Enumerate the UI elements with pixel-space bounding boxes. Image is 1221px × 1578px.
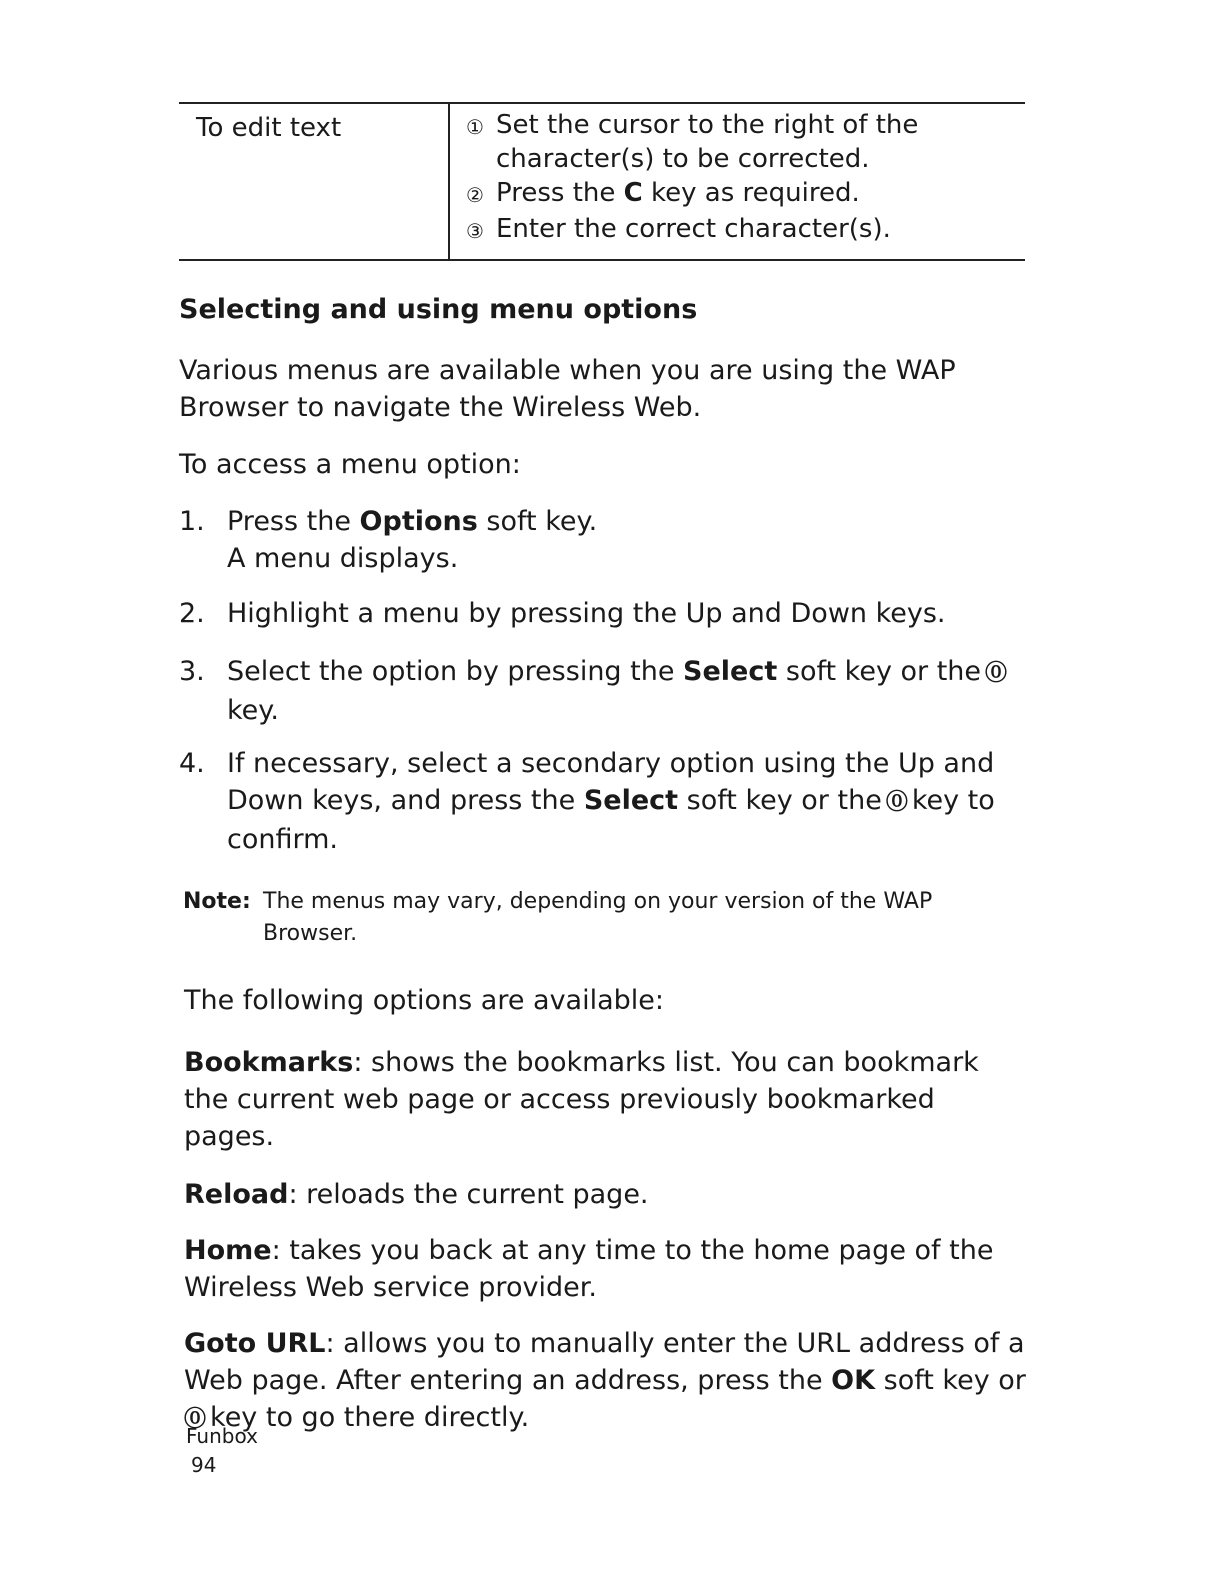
section-heading: Selecting and using menu options xyxy=(179,294,698,325)
option-term: Reload xyxy=(184,1179,289,1210)
list-item: 4. If necessary, select a secondary option using the Up and Down keys, and press the Select soft key or the ⓪ key to confirm. xyxy=(179,748,995,855)
step-text: Press the C key as required. xyxy=(496,178,860,208)
ok-soft-key-label: OK xyxy=(831,1365,876,1396)
option-bookmarks: Bookmarks: shows the bookmarks list. You can bookmark the current web page or access previously bookmarked pages. xyxy=(184,1047,979,1152)
list-item: 3. Select the option by pressing the Select soft key or the ⓪ key. xyxy=(179,656,1008,726)
table-step-3 xyxy=(466,212,1016,248)
option-term: Bookmarks xyxy=(184,1047,354,1078)
step-marker: ② xyxy=(466,183,484,207)
table-label: To edit text xyxy=(196,113,342,143)
footer-product-name: Funbox xyxy=(186,1424,258,1448)
ok-key-icon: ⓪ xyxy=(985,661,1008,686)
list-item: 1. Press the Options soft key. A menu displays. xyxy=(179,506,598,574)
table-top-rule xyxy=(179,102,1025,104)
page-number: 94 xyxy=(191,1453,217,1477)
ok-key-icon: ⓪ xyxy=(184,1407,207,1432)
list-item: 2. Highlight a menu by pressing the Up and Down keys. xyxy=(179,598,946,629)
table-column-divider xyxy=(448,104,450,259)
option-term: Home xyxy=(184,1235,272,1266)
table-bottom-rule xyxy=(179,259,1025,261)
ok-key-icon: ⓪ xyxy=(885,790,908,815)
options-key-label: Options xyxy=(359,506,478,537)
table-steps xyxy=(466,108,1016,248)
option-term: Goto URL xyxy=(184,1328,326,1359)
select-key-label: Select xyxy=(683,656,778,687)
c-key-label: C xyxy=(623,178,643,208)
option-home: Home: takes you back at any time to the home page of the Wireless Web service provider. xyxy=(184,1235,994,1303)
table-step-1 xyxy=(466,108,1016,176)
note xyxy=(183,886,1023,950)
step-text: Set the cursor to the right of the character(s) to be corrected. xyxy=(496,110,919,174)
intro-paragraph: Various menus are available when you are using the WAP Browser to navigate the Wireless Web. xyxy=(179,355,956,423)
table-step-2 xyxy=(466,176,1016,212)
step-marker: ① xyxy=(466,115,484,139)
access-intro: To access a menu option: xyxy=(179,449,521,480)
step-text: Enter the correct character(s). xyxy=(496,214,891,244)
option-reload: Reload: reloads the current page. xyxy=(184,1179,649,1210)
edit-text-table xyxy=(179,100,1025,262)
options-intro: The following options are available: xyxy=(184,985,665,1016)
note-label: Note: xyxy=(183,889,251,914)
step-marker: ③ xyxy=(466,219,484,243)
option-goto-url: Goto URL: allows you to manually enter the URL address of a Web page. After entering an address, press the OK soft key or ⓪ key to go there directly. xyxy=(184,1325,1029,1438)
note-text: The menus may vary, depending on your version of the WAP Browser. xyxy=(263,889,933,946)
select-key-label: Select xyxy=(583,785,679,816)
